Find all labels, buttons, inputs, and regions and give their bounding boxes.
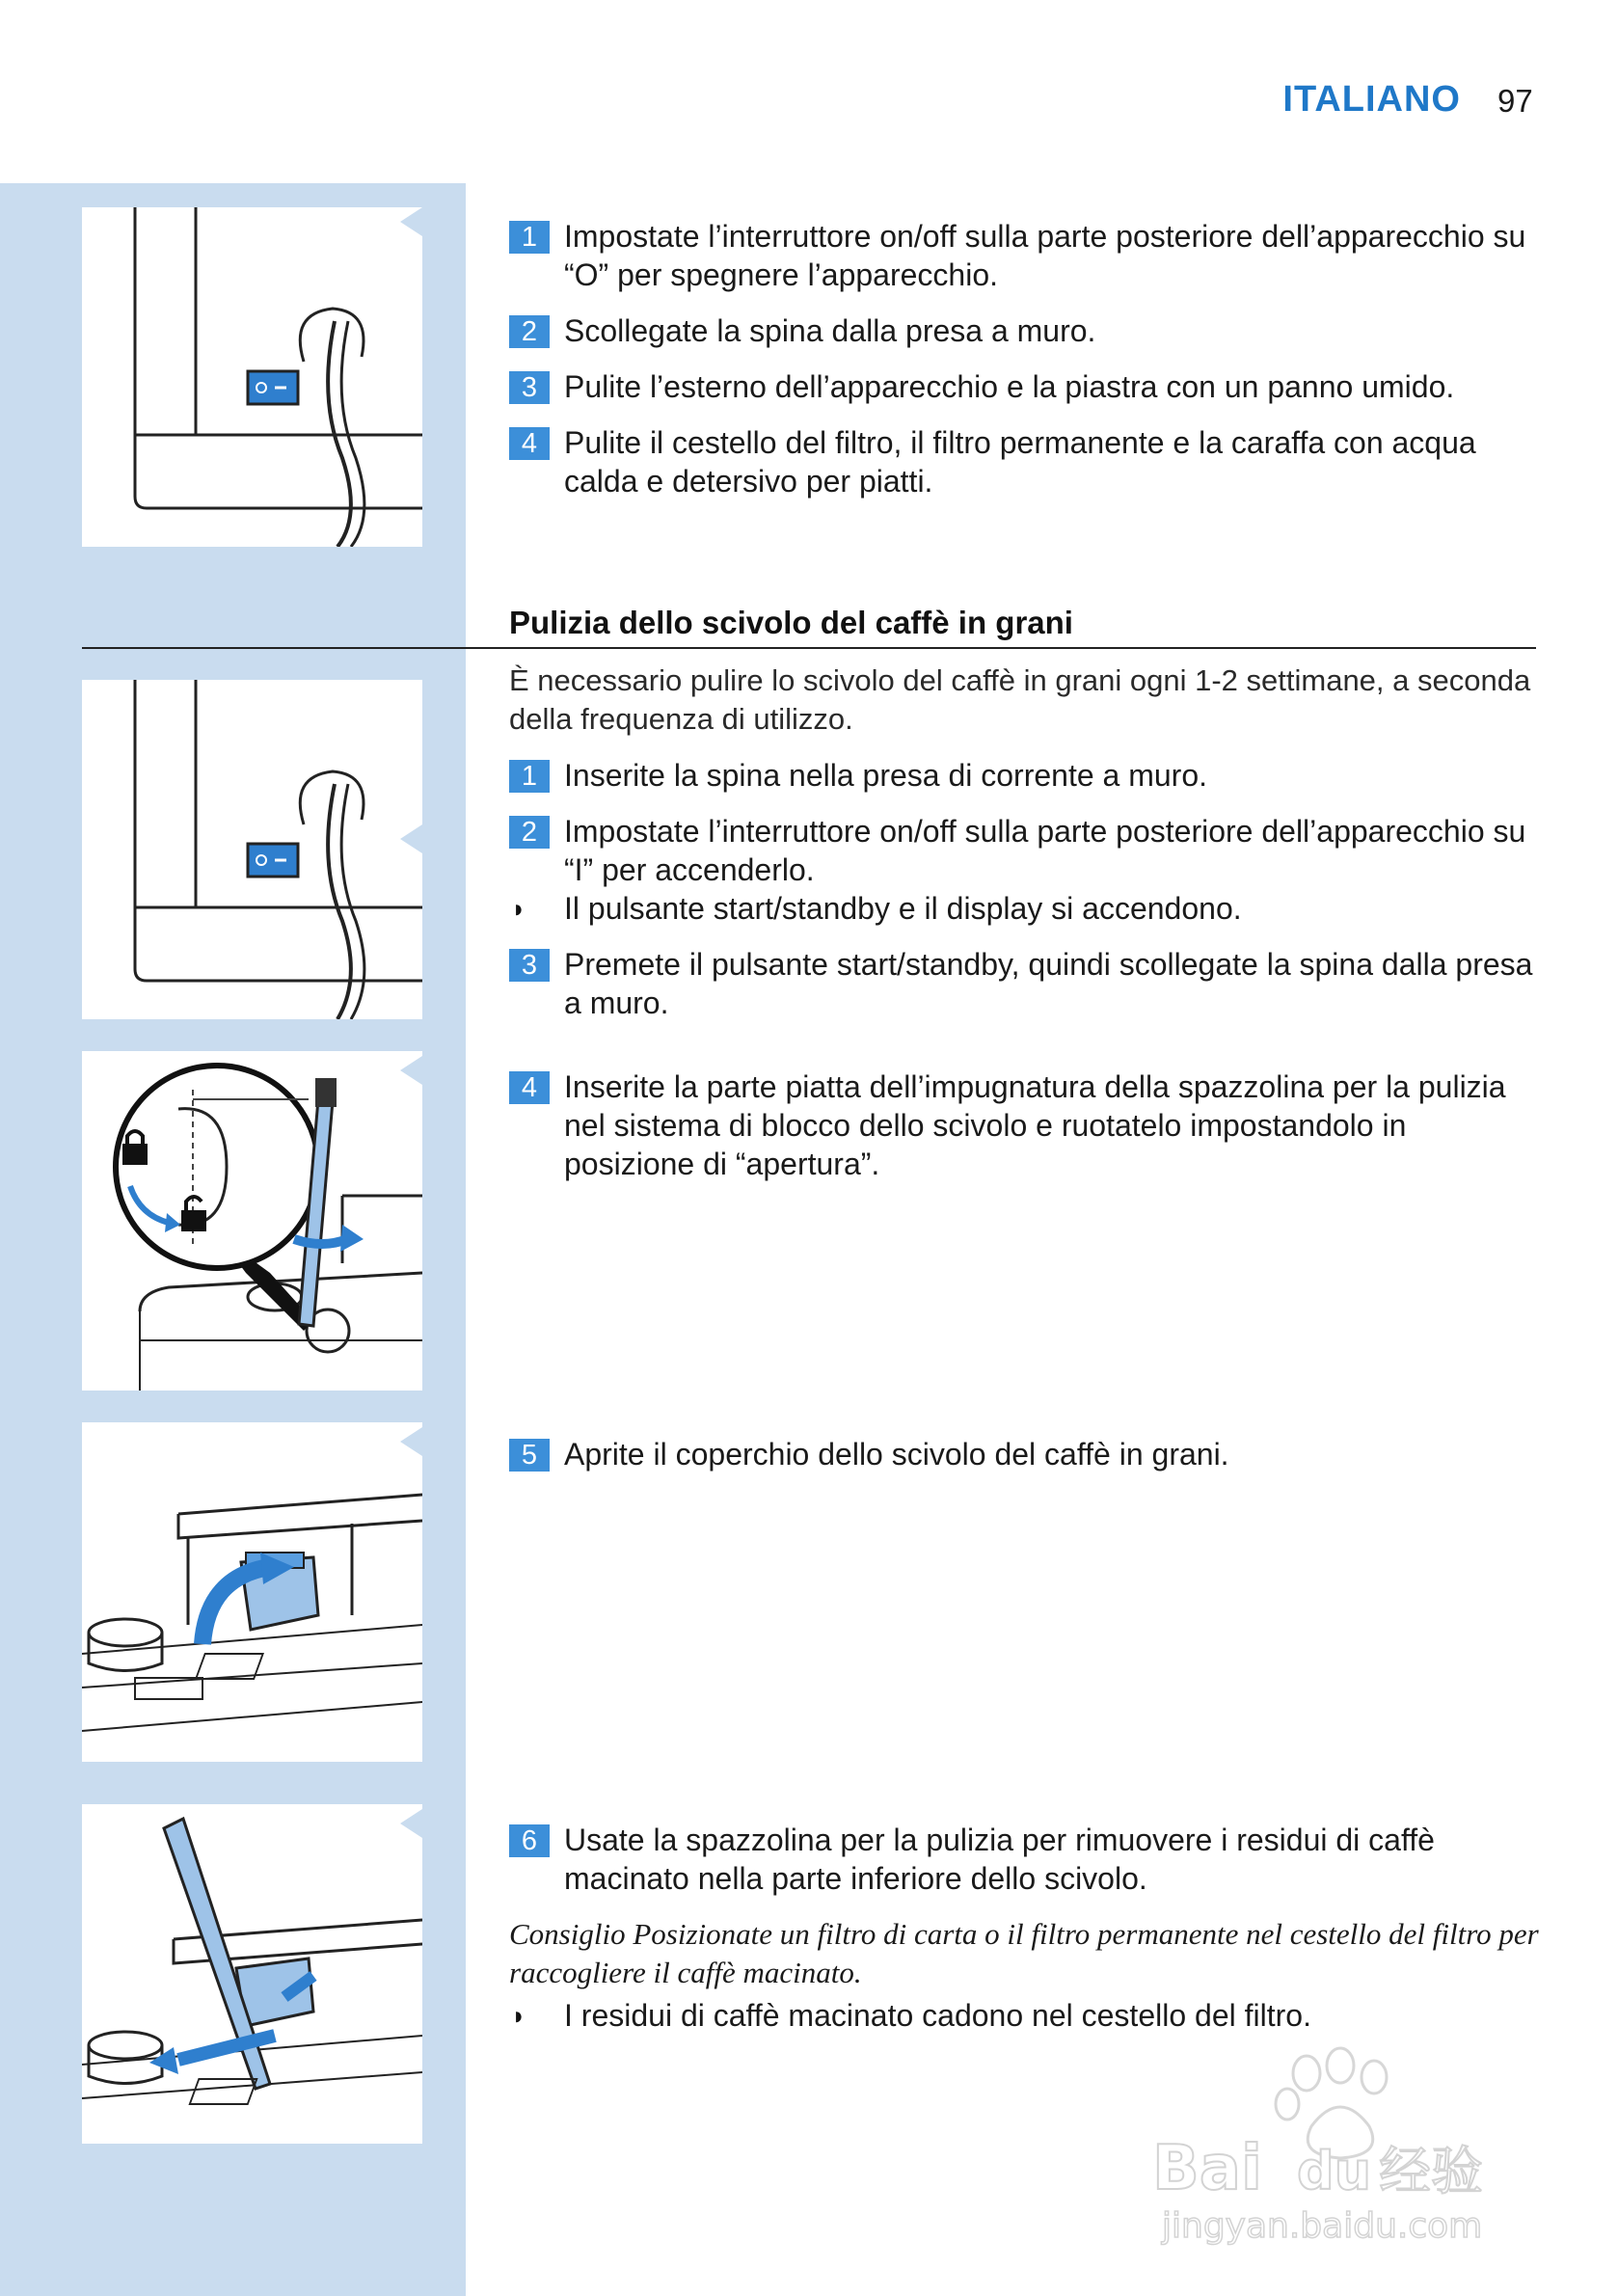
section-title: Pulizia dello scivolo del caffè in grani <box>509 605 1073 640</box>
steps-block-3 <box>509 1067 1541 1201</box>
svg-text:经验: 经验 <box>1379 2141 1483 2201</box>
step-6 <box>509 1821 1541 1898</box>
illustration-power-switch-on <box>82 680 422 1019</box>
step-number: 3 <box>509 371 550 404</box>
step-number: 2 <box>509 315 550 348</box>
baidu-watermark <box>1143 2044 1528 2247</box>
illustration-brush-cleaning <box>82 1804 422 2144</box>
bullet-icon: ◗ <box>511 894 526 923</box>
step-3 <box>509 945 1541 1022</box>
illustration-unlock-chute <box>82 1051 422 1391</box>
step-3 <box>509 367 1541 406</box>
step-number: 4 <box>509 427 550 460</box>
result-bullet <box>509 1996 1541 2035</box>
steps-block-4 <box>509 1435 1541 1491</box>
result-bullet <box>509 889 1541 928</box>
step-2 <box>509 812 1541 889</box>
step-text: Usate la spazzolina per la pulizia per rimuovere i residui di caffè macinato nella parte inferiore dello scivolo. <box>564 1823 1435 1896</box>
svg-text:du: du <box>1297 2141 1372 2201</box>
language-header: ITALIANO <box>1282 79 1461 120</box>
step-number: 1 <box>509 760 550 793</box>
step-text: Inserite la spina nella presa di corrente a muro. <box>564 758 1208 793</box>
step-5 <box>509 1435 1541 1473</box>
step-text: Impostate l’interruttore on/off sulla parte posteriore dell’apparecchio su “O” per spegnere l’apparecchio. <box>564 219 1526 292</box>
power-switch-icon <box>82 207 422 547</box>
svg-text:Bai: Bai <box>1152 2133 1262 2204</box>
step-4 <box>509 1067 1541 1183</box>
step-text: Pulite il cestello del filtro, il filtro permanente e la caraffa con acqua calda e detersivo per piatti. <box>564 425 1476 499</box>
steps-block-2 <box>509 662 1541 1040</box>
step-text: Impostate l’interruttore on/off sulla parte posteriore dell’apparecchio su “I” per accenderlo. <box>564 814 1526 887</box>
illustration-open-lid <box>82 1422 422 1762</box>
step-text: Pulite l’esterno dell’apparecchio e la piastra con un panno umido. <box>564 369 1455 404</box>
steps-block-1 <box>509 217 1541 518</box>
step-4 <box>509 423 1541 500</box>
step-number: 5 <box>509 1439 550 1472</box>
section-intro: È necessario pulire lo scivolo del caffè in grani ogni 1-2 settimane, a seconda della frequenza di utilizzo. <box>509 663 1531 736</box>
step-text: Inserite la parte piatta dell’impugnatura della spazzolina per la pulizia nel sistema di blocco dello scivolo e ruotatelo impostandolo in posizione di “apertura”. <box>564 1069 1506 1181</box>
step-1 <box>509 756 1541 795</box>
bullet-text: I residui di caffè macinato cadono nel cestello del filtro. <box>564 1998 1311 2033</box>
step-text: Scollegate la spina dalla presa a muro. <box>564 313 1096 348</box>
power-switch-icon <box>82 680 422 1019</box>
steps-block-5 <box>509 1821 1541 2052</box>
step-number: 6 <box>509 1824 550 1857</box>
step-number: 3 <box>509 949 550 982</box>
step-2 <box>509 311 1541 350</box>
step-1 <box>509 217 1541 294</box>
bullet-text: Il pulsante start/standby e il display si accendono. <box>564 891 1242 926</box>
step-number: 1 <box>509 221 550 254</box>
tip-text: Consiglio Posizionate un filtro di carta o il filtro permanente nel cestello del filtro per raccogliere il caffè macinato. <box>509 1917 1539 1989</box>
illustration-power-switch-off <box>82 207 422 547</box>
section-divider <box>82 647 1536 649</box>
step-number: 4 <box>509 1071 550 1104</box>
svg-text:jingyan.baidu.com: jingyan.baidu.com <box>1162 2206 1483 2246</box>
step-text: Premete il pulsante start/standby, quindi scollegate la spina dalla presa a muro. <box>564 947 1533 1020</box>
bullet-icon: ◗ <box>511 2001 526 2030</box>
step-text: Aprite il coperchio dello scivolo del caffè in grani. <box>564 1437 1229 1472</box>
page-number: 97 <box>1497 83 1533 119</box>
step-number: 2 <box>509 816 550 849</box>
